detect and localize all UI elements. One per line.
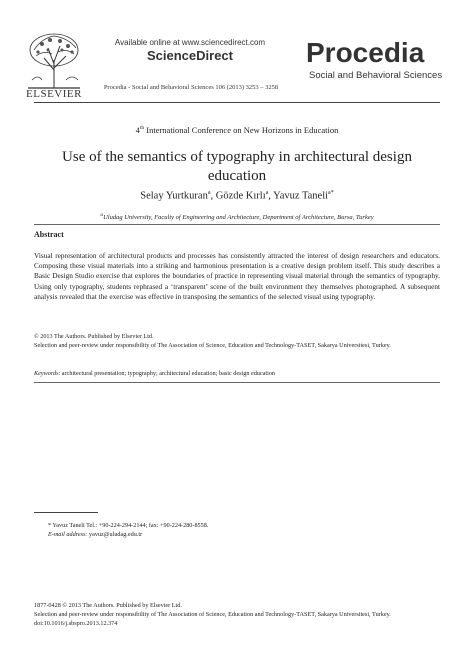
- author-name: Gözde Kırlı: [215, 190, 266, 202]
- conference-ordinal: 4: [135, 125, 140, 135]
- keywords-label: Keywords: [34, 370, 59, 377]
- keywords-text: : architectural presentation; typography; architectural education; basic design education: [58, 370, 276, 377]
- author-affiliation-mark: a*: [328, 190, 334, 196]
- keywords-line: [34, 370, 440, 377]
- author-list: [34, 190, 440, 202]
- copyright-notice: [34, 332, 440, 351]
- bottom-notice: [34, 601, 454, 629]
- copyright-line: © 2013 The Authors. Published by Elsevier Ltd.: [34, 333, 154, 340]
- email-address[interactable]: yavuz@uludag.edu.tr: [87, 531, 143, 539]
- author-separator: ,: [210, 190, 216, 202]
- keywords-divider: [34, 382, 440, 383]
- author-affiliation-mark: a: [265, 190, 269, 196]
- header-divider: [34, 102, 440, 103]
- available-online-text[interactable]: Available online at www.sciencedirect.com: [114, 38, 266, 47]
- footnote-divider: [34, 512, 98, 513]
- abstract-body: Visual representation of architectural products and processes has consistently attracted the interest of design researchers and educators. Composing these visual materials into a striking and harmonious presentation is a creative design problem itself. This study describes a Basic Design Studio exercise that explores the boundaries of practice in representing visual material through the semantics of typography. Using only typography, students rephrased a ‘transparent’ scene of the built environment they themselves photographed. A subsequent analysis revealed that the exercise was effective in transposing the semantics of the selected visual using typography.: [34, 251, 440, 301]
- journal-logo-subtitle: Social and Behavioral Sciences: [309, 70, 443, 81]
- journal-citation: Procedia - Social and Behavioral Sciences 106 (2013) 3253 – 3258: [103, 84, 279, 91]
- conference-name: International Conference on New Horizons in Education: [144, 125, 339, 135]
- conference-ordinal-suffix: th: [139, 125, 145, 132]
- affiliation-mark: a: [100, 212, 104, 218]
- abstract-heading: Abstract: [34, 230, 64, 239]
- corresponding-author-footnote: [48, 521, 428, 540]
- email-line: [48, 530, 428, 539]
- affiliation-divider: [34, 224, 440, 225]
- journal-logo-title: Procedia: [306, 37, 425, 68]
- contact-line: * Yavuz Taneli Tel.: +90-224-294-2144; fax: +90-224-280-8558.: [48, 522, 209, 529]
- affiliation: [34, 212, 440, 221]
- sciencedirect-logo: ScienceDirect: [147, 48, 233, 63]
- publisher-logo-text: ELSEVIER: [26, 88, 82, 100]
- article-title: Use of the semantics of typography in architectural design education: [62, 149, 412, 184]
- issn-line: 1877-0428 © 2013 The Authors. Published by Elsevier Ltd.: [34, 602, 182, 609]
- peer-review-line: Selection and peer-review under responsibility of The Association of Science, Education and Technology-TASET, Sakarya Universitesi, Turkey.: [34, 342, 391, 350]
- conference-line: [34, 125, 440, 135]
- author-name: Selay Yurtkuran: [140, 190, 208, 202]
- author-affiliation-mark: a: [207, 190, 211, 196]
- affiliation-text: Uludag University, Faculty of Engineering and Architecture, Department of Architecture, Bursa, Turkey: [103, 214, 374, 222]
- email-label: E-mail address:: [48, 531, 88, 539]
- elsevier-tree-icon: [22, 30, 86, 90]
- selection-line: Selection and peer-review under responsibility of The Association of Science, Education and Technology-TASET, Sakarya Universitesi, Turkey.: [34, 611, 391, 619]
- author-name: Yavuz Taneli: [273, 190, 329, 202]
- doi-link[interactable]: doi:10.1016/j.sbspro.2013.12.374: [34, 620, 118, 628]
- author-separator: ,: [268, 190, 274, 202]
